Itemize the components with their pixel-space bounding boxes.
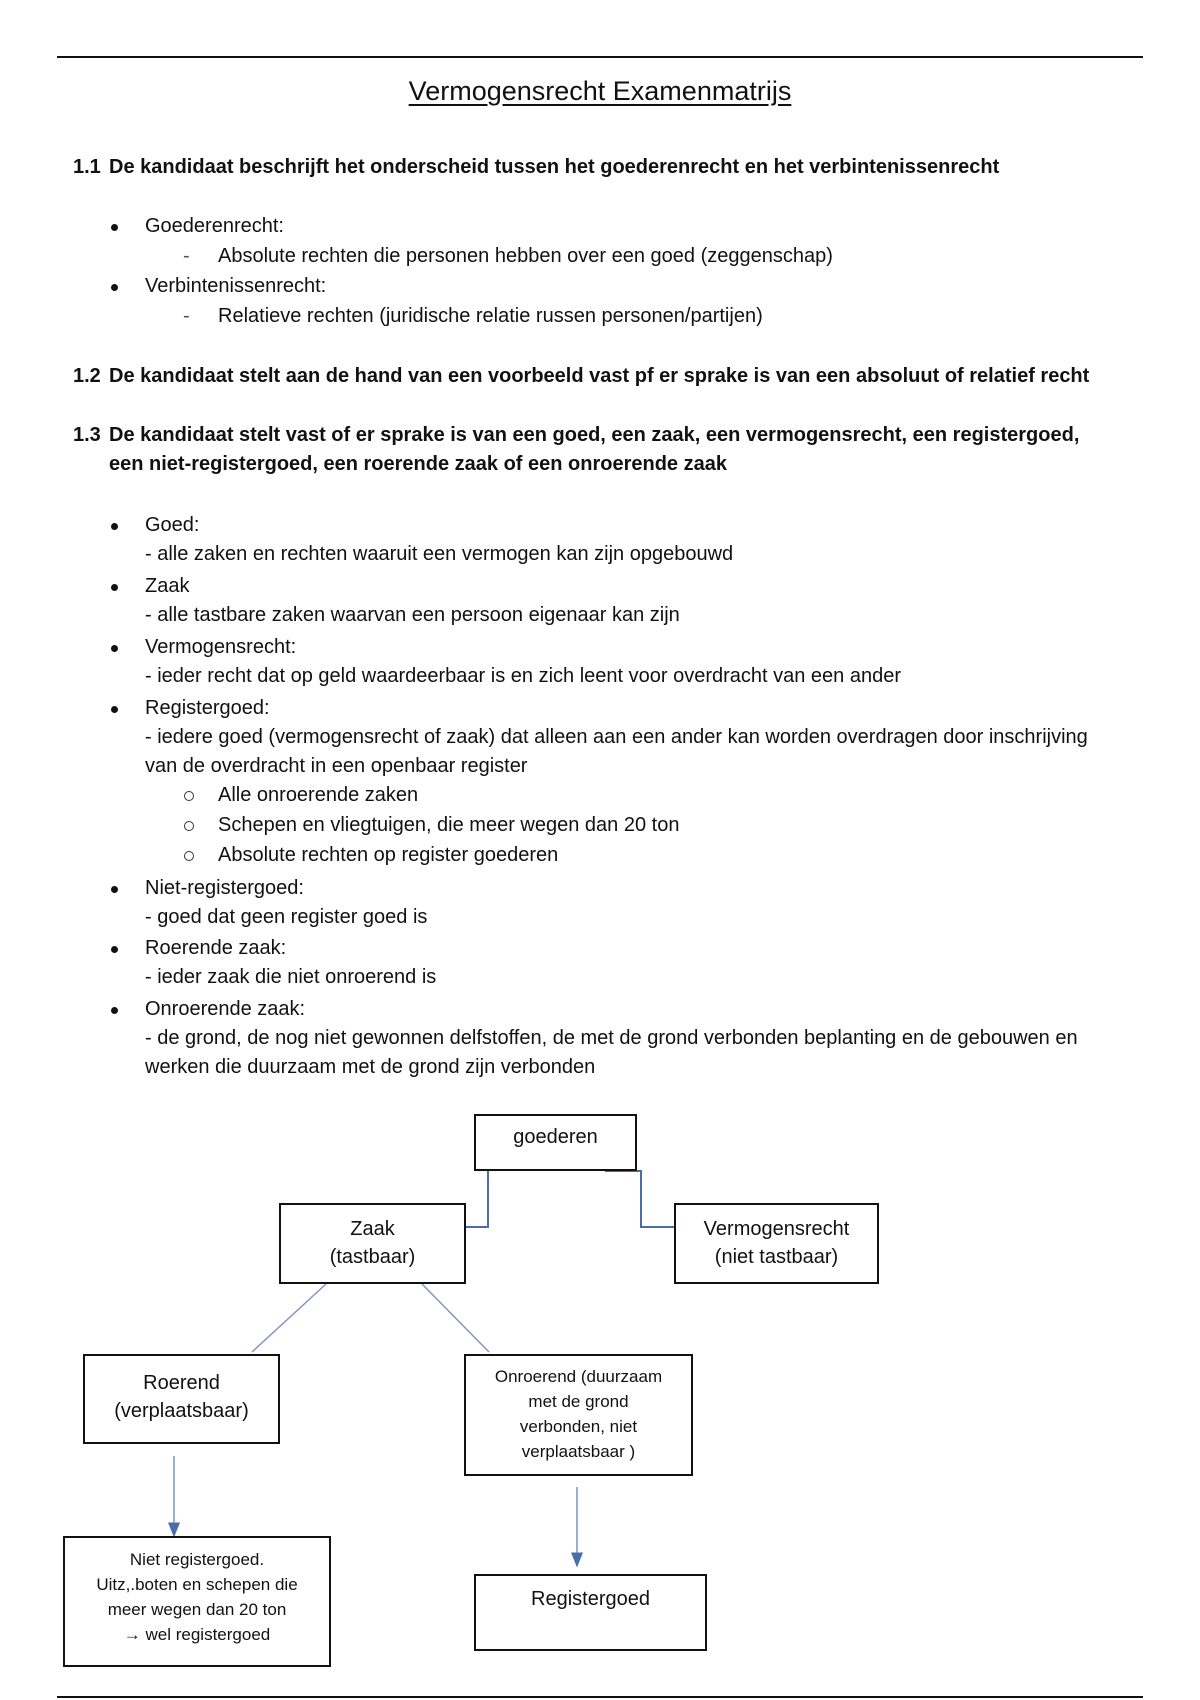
box-line: met de grond [528, 1392, 629, 1411]
box-vermogensrecht [674, 1203, 879, 1284]
box-goederen [474, 1114, 637, 1171]
heading-number: 1.1 [73, 156, 101, 178]
heading-text: De kandidaat stelt aan de hand van een voorbeeld vast pf er sprake is van een absoluut of relatief recht [109, 365, 1090, 387]
bullet-desc: - ieder zaak die niet onroerend is [145, 966, 437, 988]
bullet-desc: - goed dat geen register goed is [145, 906, 428, 928]
bullet-label: Niet-registergoed: [145, 877, 304, 899]
bullet-desc: - alle zaken en rechten waaruit een vermogen kan zijn opgebouwd [145, 543, 734, 565]
box-label: goederen [513, 1126, 598, 1148]
connector-goederen-zaak [466, 1171, 488, 1227]
box-line: verbonden, niet [519, 1417, 638, 1436]
box-zaak [279, 1203, 466, 1284]
box-line: → wel registergoed [123, 1625, 271, 1644]
bullet-label: Onroerende zaak: [145, 998, 306, 1020]
box-line: (tastbaar) [329, 1246, 416, 1268]
box-line: Zaak [350, 1218, 395, 1240]
bullet-desc: - ieder recht dat op geld waardeerbaar is en zich leent voor overdracht van een ander [145, 665, 902, 687]
connector-zaak-roerend [252, 1284, 326, 1352]
box-line: Niet registergoed. [129, 1550, 265, 1569]
box-line: Onroerend (duurzaam [494, 1367, 663, 1386]
heading-text: De kandidaat beschrijft het onderscheid tussen het goederenrecht en het verbintenissenrecht [109, 156, 1000, 178]
bullet-goederenrecht: Goederenrecht: [145, 212, 1095, 241]
bottom-rule [57, 1696, 1143, 1698]
sub-goederenrecht: Absolute rechten die personen hebben over een goed (zeggenschap) [218, 245, 833, 267]
box-registergoed [474, 1574, 707, 1651]
sub-onroerende-zaken: Alle onroerende zaken [218, 784, 419, 806]
dash-marker: - [183, 245, 190, 267]
bullet-label: Roerende zaak: [145, 937, 287, 959]
sub-verbintenissenrecht: Relatieve rechten (juridische relatie russen personen/partijen) [218, 305, 763, 327]
bullet-desc: - iedere goed (vermogensrecht of zaak) dat alleen aan een ander kan worden overdragen door inschrijving van de overdracht in een openbaar register [145, 726, 1088, 777]
connector-goederen-vermogensrecht [605, 1171, 674, 1227]
box-line: Uitz,.boten en schepen die [96, 1575, 298, 1594]
page-title: Vermogensrecht Examenmatrijs [408, 76, 792, 106]
connector-zaak-onroerend [422, 1284, 489, 1352]
bullet-desc: - alle tastbare zaken waarvan een persoon eigenaar kan zijn [145, 604, 680, 626]
bullet-label: Vermogensrecht: [145, 636, 297, 658]
sub-schepen: Schepen en vliegtuigen, die meer wegen dan 20 ton [218, 814, 680, 836]
box-niet-registergoed [63, 1536, 331, 1667]
bullet-desc: - de grond, de nog niet gewonnen delfstoffen, de met de grond verbonden beplanting en de gebouwen en werken die duurzaam met de grond zijn verbonden [145, 1027, 1078, 1078]
box-line: Roerend [143, 1372, 220, 1394]
box-line: (niet tastbaar) [714, 1246, 839, 1268]
heading-number: 1.3 [73, 424, 101, 446]
box-line: (verplaatsbaar) [114, 1400, 249, 1422]
box-label: Registergoed [531, 1588, 650, 1610]
heading-text: De kandidaat stelt vast of er sprake is van een goed, een zaak, een vermogensrecht, een registergoed, een niet-registergoed, een roerende zaak of een onroerende zaak [109, 424, 1080, 475]
bullet-label: Zaak [145, 575, 190, 597]
bullet-label: Registergoed: [145, 697, 270, 719]
dash-marker: - [183, 305, 190, 327]
heading-number: 1.2 [73, 365, 101, 387]
box-line: verplaatsbaar ) [521, 1442, 636, 1461]
bullet-verbintenissenrecht: Verbintenissenrecht: [145, 272, 1095, 301]
box-line: Vermogensrecht [703, 1218, 850, 1240]
box-onroerend [464, 1354, 693, 1476]
sub-absolute-rechten: Absolute rechten op register goederen [218, 844, 559, 866]
bullet-label: Goed: [145, 514, 200, 536]
box-roerend [83, 1354, 280, 1444]
box-line: meer wegen dan 20 ton [107, 1600, 287, 1619]
